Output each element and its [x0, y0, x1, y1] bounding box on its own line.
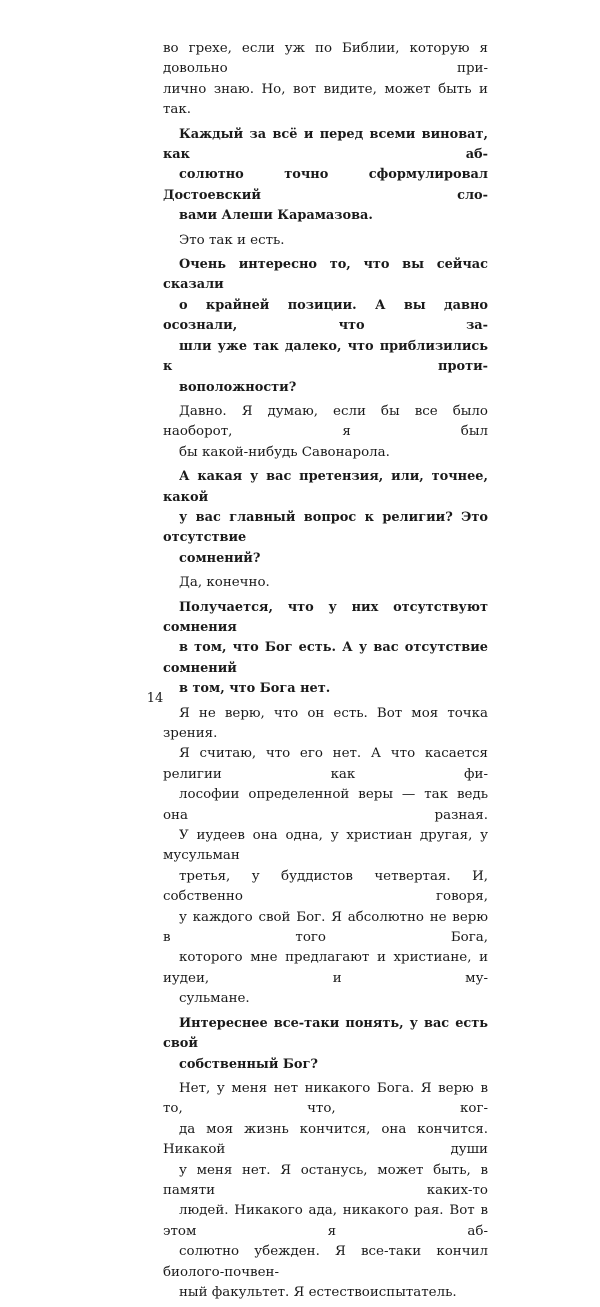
question-paragraph [163, 255, 488, 398]
question-paragraph [163, 467, 488, 569]
text-line: которого мне предлагают и христиане, и иудеи, и му- [163, 950, 488, 986]
text-line: лософии определенной веры — так ведь она разная. [163, 787, 488, 823]
question-paragraph [163, 125, 488, 227]
answer-paragraph [163, 39, 488, 121]
text-line: сульмане. [179, 991, 250, 1007]
page-number-text: 14 [146, 691, 164, 706]
text-line: У иудеев она одна, у христиан другая, у мусульман [163, 828, 488, 864]
text-line: да моя жизнь кончится, она кончится. Никакой души [163, 1121, 488, 1158]
text-line: Каждый за всё и перед всеми виноват, как аб- [163, 126, 488, 163]
text-line: в том, что Бог есть. А у вас отсутствие сомнений [163, 640, 488, 676]
text-line: Да, конечно. [179, 575, 270, 591]
text-line: Получается, что у них отсутствуют сомнения [163, 599, 488, 635]
text-line: шли уже так далеко, что приблизились к проти- [163, 338, 488, 375]
text-line: третья, у буддистов четвертая. И, собственно говоря, [163, 868, 488, 905]
answer-paragraph [163, 1079, 488, 1303]
text-line: у меня нет. Я останусь, может быть, в памяти каких-то [163, 1162, 488, 1198]
text-line: лично знаю. Но, вот видите, может быть и так. [163, 81, 488, 118]
answer-paragraph [163, 402, 488, 463]
text-line: в том, что Бога нет. [179, 681, 331, 697]
question-paragraph [163, 598, 488, 700]
text-line: у вас главный вопрос к религии? Это отсутствие [163, 509, 488, 546]
text-line: солютно точно сформулировал Достоевский сло- [163, 167, 488, 203]
text-line: бы какой-нибудь Савонарола. [179, 444, 390, 460]
text-line: о крайней позиции. А вы давно осознали, что за- [163, 297, 488, 334]
text-line: у каждого свой Бог. Я абсолютно не верю в того Бога, [163, 909, 488, 946]
page-number [0, 689, 600, 709]
text-line: ный факультет. Я естествоиспытатель. [179, 1284, 457, 1300]
text-line: людей. Никакого ада, никакого рая. Вот в этом я аб- [163, 1203, 488, 1239]
text-line: Давно. Я думаю, если бы все было наоборот, я был [163, 403, 488, 440]
question-paragraph [163, 1014, 488, 1075]
text-line: Я не верю, что он есть. Вот моя точка зрения. [163, 705, 488, 741]
text-line: собственный Бог? [179, 1056, 318, 1072]
answer-paragraph [163, 573, 488, 593]
text-line: А какая у вас претензия, или, точнее, какой [163, 469, 488, 505]
text-line: сомнений? [179, 550, 261, 566]
text-line: Нет, у меня нет никакого Бога. Я верю в то, что, ког- [163, 1080, 488, 1117]
text-line: Я считаю, что его нет. А что касается религии как фи- [163, 746, 488, 782]
text-line: во грехе, если уж по Библии, которую я довольно при- [163, 41, 488, 77]
page-body [163, 39, 488, 1307]
text-line: вами Алеши Карамазова. [179, 208, 373, 224]
text-line: Это так и есть. [179, 232, 285, 248]
text-line: солютно убежден. Я все-таки кончил биолого-почвен- [163, 1244, 488, 1280]
text-line: Интереснее все-таки понять, у вас есть свой [163, 1015, 488, 1052]
text-line: воположности? [179, 379, 297, 395]
answer-paragraph [163, 231, 488, 251]
text-line: Очень интересно то, что вы сейчас сказали [163, 257, 488, 293]
